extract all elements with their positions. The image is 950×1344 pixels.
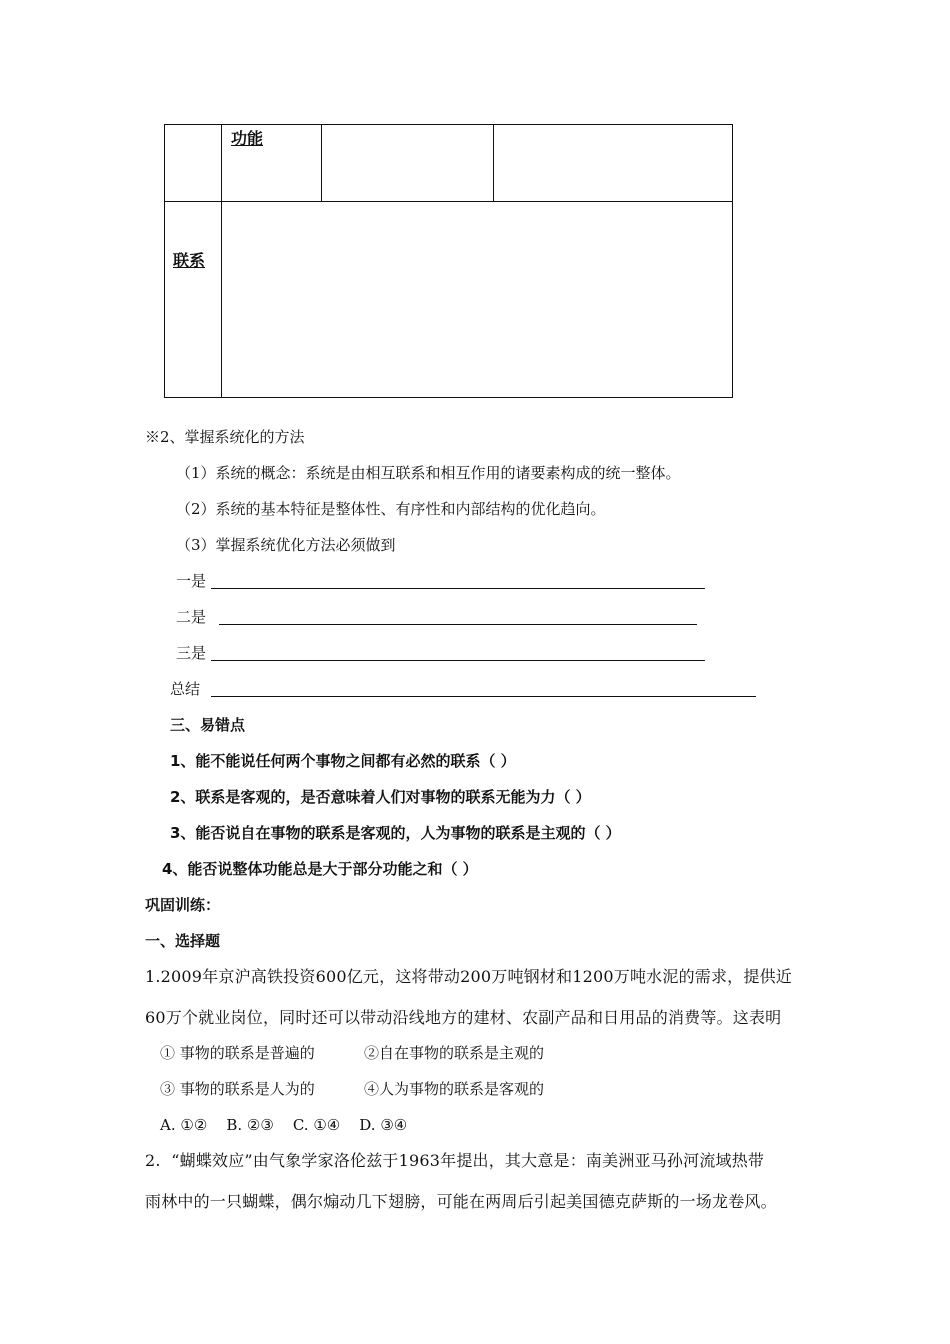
section2-item1: （1）系统的概念：系统是由相互联系和相互作用的诸要素构成的统一整体。 — [176, 464, 681, 482]
table-border-right — [732, 124, 733, 398]
table-border-mid — [164, 201, 733, 202]
question2-line1: 2. “蝴蝶效应”由气象学家洛伦兹于1963年提出，其大意是：南美洲亚马孙河流域热带 — [145, 1151, 765, 1170]
error-question-1: 1、能不能说任何两个事物之间都有必然的联系（ ） — [170, 752, 516, 770]
blank3-label: 三是 — [176, 644, 207, 662]
table-divider-label — [221, 124, 222, 398]
question1-line2: 60万个就业岗位，同时还可以带动沿线地方的建材、农副产品和日用品的消费等。这表明 — [145, 1008, 782, 1027]
section2-item2: （2）系统的基本特征是整体性、有序性和内部结构的优化趋向。 — [176, 500, 606, 518]
error-question-2: 2、联系是客观的，是否意味着人们对事物的联系无能为力（ ） — [170, 788, 591, 806]
table-row-connection-label: 联系 — [173, 251, 206, 270]
section2-heading: ※2、掌握系统化的方法 — [145, 428, 305, 446]
practice-subheading: 一、选择题 — [145, 932, 221, 950]
table-border-bottom — [164, 397, 733, 398]
blank1-label: 一是 — [176, 572, 207, 590]
table-row-function-label: 功能 — [231, 129, 264, 148]
blank1-line[interactable] — [211, 588, 705, 589]
summary-line[interactable] — [211, 696, 756, 697]
question2-line2: 雨林中的一只蝴蝶，偶尔煽动几下翅膀，可能在两周后引起美国德克萨斯的一场龙卷风。 — [145, 1192, 777, 1211]
blank2-label: 二是 — [176, 608, 207, 626]
question1-option3: ③ 事物的联系是人为的 — [160, 1080, 315, 1098]
summary-label: 总结 — [170, 680, 201, 698]
error-question-3: 3、能否说自在事物的联系是客观的，人为事物的联系是主观的（ ） — [170, 824, 621, 842]
table-divider-col3 — [493, 124, 494, 202]
question1-choices: A. ①② B. ②③ C. ①④ D. ③④ — [160, 1116, 408, 1134]
question1-option1: ① 事物的联系是普遍的 — [160, 1044, 315, 1062]
table-divider-col2 — [321, 124, 322, 202]
error-question-4: 4、能否说整体功能总是大于部分功能之和（ ） — [162, 860, 478, 878]
practice-heading: 巩固训练： — [145, 896, 221, 914]
question1-line1: 1.2009年京沪高铁投资600亿元，这将带动200万吨钢材和1200万吨水泥的需求，提供近 — [145, 967, 792, 986]
section2-item3: （3）掌握系统优化方法必须做到 — [176, 536, 396, 554]
question1-option4: ④人为事物的联系是客观的 — [364, 1080, 545, 1098]
blank2-line[interactable] — [219, 624, 697, 625]
blank3-line[interactable] — [211, 660, 705, 661]
section3-heading: 三、易错点 — [170, 716, 246, 734]
table-border-left — [164, 124, 165, 398]
question1-option2: ②自在事物的联系是主观的 — [364, 1044, 545, 1062]
table-border-top — [164, 124, 733, 125]
